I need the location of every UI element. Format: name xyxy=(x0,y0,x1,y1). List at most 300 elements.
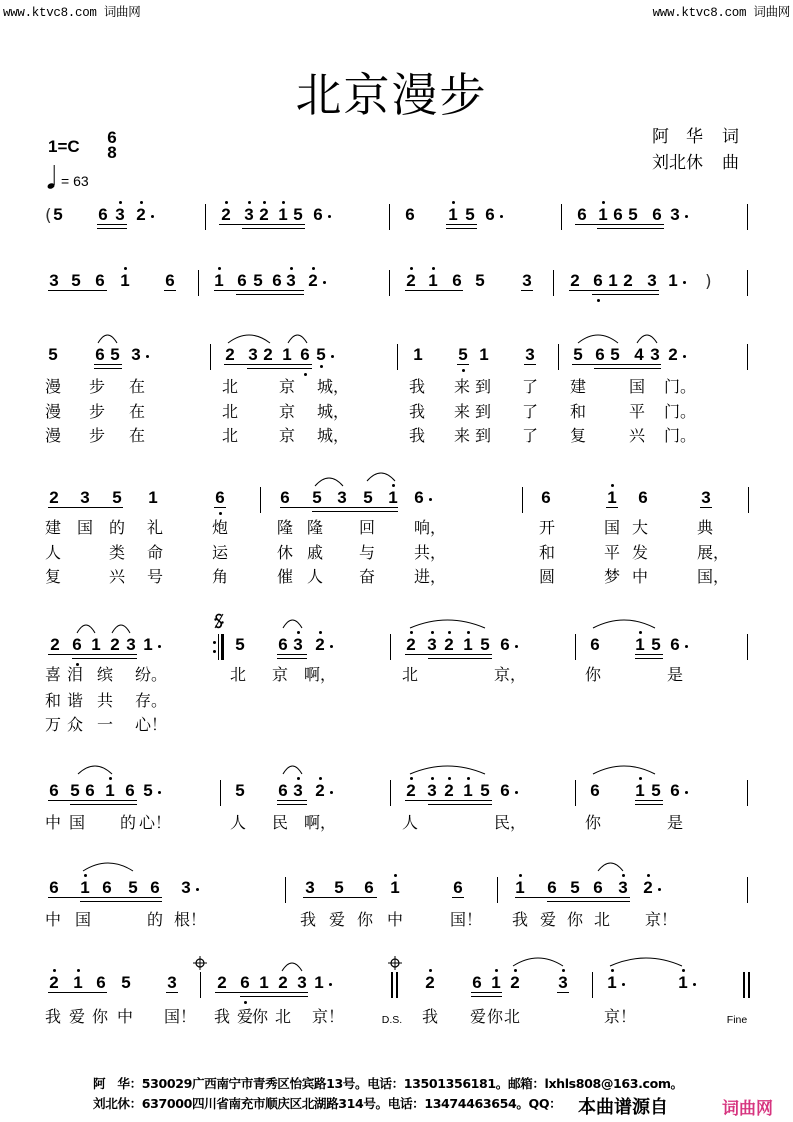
lyric-syllable: 隆 xyxy=(277,518,294,537)
note: 2 xyxy=(643,878,653,897)
beam-underline xyxy=(597,228,664,229)
note: 3 xyxy=(248,345,258,364)
bar-line xyxy=(522,487,523,513)
note: 6 xyxy=(500,781,510,800)
lyric-syllable: 炮 xyxy=(212,518,229,537)
lyricist-role: 词 xyxy=(722,127,739,147)
note: 3 xyxy=(647,271,657,290)
bar-line xyxy=(389,204,390,230)
note: 6 xyxy=(215,488,225,507)
lyric-syllable: 到 xyxy=(475,402,492,421)
note: 5 xyxy=(53,205,63,224)
bar-line xyxy=(743,972,745,998)
repeat-open-paren: ( xyxy=(45,206,52,226)
note: 1 xyxy=(148,488,158,507)
note: 5 xyxy=(480,781,490,800)
lyric-syllable: 平 xyxy=(629,402,646,421)
lyric-syllable: 人 xyxy=(45,543,62,562)
note: 2 xyxy=(444,781,454,800)
slur-arc xyxy=(410,766,485,774)
fine-label: Fine xyxy=(726,1014,748,1026)
lyric-syllable: 心！ xyxy=(139,813,172,832)
time-signature-denominator: 8 xyxy=(107,143,117,162)
lyric-syllable: 开 xyxy=(539,518,556,537)
note: 6 xyxy=(95,345,105,364)
slur-arc xyxy=(283,766,302,774)
lyric-syllable: 复 xyxy=(570,426,587,445)
lyric-syllable: 门。 xyxy=(664,402,697,421)
bar-line xyxy=(553,270,554,296)
bar-line xyxy=(391,972,393,998)
tempo-marking: = 63 xyxy=(61,173,89,189)
composer-contact: 刘北休：637000四川省南充市顺庆区北湖路314号。电话：13474463654。QQ： xyxy=(93,1096,562,1111)
octave-up-dot xyxy=(248,201,251,204)
lyric-syllable: 来 xyxy=(454,377,471,396)
lyric-syllable: 北 xyxy=(222,426,239,445)
note: 3 xyxy=(49,271,59,290)
note: 2 xyxy=(278,973,288,992)
note: 1 xyxy=(73,973,83,992)
note: 5 xyxy=(363,488,373,507)
note: 1 xyxy=(388,488,398,507)
lyric-syllable: 的 xyxy=(147,910,164,929)
octave-up-dot xyxy=(410,267,413,270)
note: 5 xyxy=(573,345,583,364)
bar-line xyxy=(218,634,219,660)
slur-layer xyxy=(0,753,793,793)
note: 5 xyxy=(628,205,638,224)
lyric-syllable: 啊， xyxy=(304,813,337,832)
augmentation-dot xyxy=(685,215,688,218)
beam-underline xyxy=(240,996,308,997)
note: 6 xyxy=(96,973,106,992)
lyric-syllable: 北 xyxy=(230,665,247,684)
lyric-syllable: 一 xyxy=(97,715,114,734)
note: 5 xyxy=(235,635,245,654)
lyric-syllable: 京！ xyxy=(645,910,678,929)
slur-arc xyxy=(315,478,343,486)
beam-underline xyxy=(635,658,663,659)
note: 5 xyxy=(334,878,344,897)
composer-name: 刘北休 xyxy=(652,153,703,173)
note: 3 xyxy=(670,205,680,224)
lyric-syllable: 国！ xyxy=(164,1007,197,1026)
octave-down-dot xyxy=(219,512,222,515)
lyric-syllable: 城， xyxy=(317,402,350,421)
lyric-syllable: 建 xyxy=(45,518,62,537)
lyric-syllable: 京 xyxy=(279,402,296,421)
bar-line xyxy=(390,634,391,660)
note: 3 xyxy=(427,635,437,654)
bar-line xyxy=(397,344,398,370)
note: 1 xyxy=(80,878,90,897)
lyric-syllable: 根！ xyxy=(174,910,207,929)
time-signature-numerator: 6 xyxy=(107,128,117,147)
note: 5 xyxy=(610,345,620,364)
lyric-syllable: 和 xyxy=(570,402,587,421)
lyric-syllable: 梦 xyxy=(604,567,621,586)
note: 1 xyxy=(635,635,645,654)
lyric-syllable: 运 xyxy=(212,543,229,562)
lyric-syllable: 京！ xyxy=(604,1007,637,1026)
note: 1 xyxy=(214,271,224,290)
lyric-syllable: 和 xyxy=(45,691,62,710)
lyric-syllable: 纷。 xyxy=(135,665,168,684)
lyric-syllable: 了 xyxy=(522,377,539,396)
augmentation-dot xyxy=(500,215,503,218)
beam-underline xyxy=(312,511,398,512)
lyric-syllable: 你 xyxy=(487,1007,504,1026)
slur-arc xyxy=(593,766,655,774)
lyric-syllable: 北 xyxy=(222,377,239,396)
octave-up-dot xyxy=(432,267,435,270)
bar-line xyxy=(389,270,390,296)
note: 5 xyxy=(480,635,490,654)
note: 2 xyxy=(308,271,318,290)
lyric-syllable: 国 xyxy=(629,377,646,396)
note: 5 xyxy=(570,878,580,897)
lyric-syllable: 与 xyxy=(359,543,376,562)
octave-up-dot xyxy=(452,201,455,204)
note: 2 xyxy=(49,973,59,992)
note: 3 xyxy=(297,973,307,992)
note: 6 xyxy=(85,781,95,800)
note: 2 xyxy=(623,271,633,290)
bar-line xyxy=(497,877,498,903)
note: 1 xyxy=(668,271,678,290)
note: 4 xyxy=(634,345,644,364)
lyric-syllable: 我 xyxy=(409,426,426,445)
lyric-syllable: 隆 xyxy=(307,518,324,537)
repeat-close-paren: ) xyxy=(705,272,712,292)
lyric-syllable: 号 xyxy=(147,567,164,586)
augmentation-dot xyxy=(328,215,331,218)
lyric-syllable: 响， xyxy=(414,518,447,537)
lyric-syllable: 共， xyxy=(414,543,447,562)
note: 6 xyxy=(278,635,288,654)
slur-arc xyxy=(410,620,485,628)
beam-underline xyxy=(547,901,630,902)
lyric-syllable: 中 xyxy=(632,567,649,586)
note: 1 xyxy=(598,205,608,224)
lyric-syllable: 步 xyxy=(89,377,106,396)
note: 1 xyxy=(282,345,292,364)
note: 6 xyxy=(670,635,680,654)
slur-layer xyxy=(0,607,793,647)
lyric-syllable: 戚 xyxy=(307,543,324,562)
lyric-syllable: 民 xyxy=(272,813,289,832)
note: 6 xyxy=(240,973,250,992)
slur-arc xyxy=(83,863,133,871)
lyric-syllable: 人 xyxy=(230,813,247,832)
octave-up-dot xyxy=(124,267,127,270)
beam-underline xyxy=(592,294,659,295)
lyric-syllable: 命 xyxy=(147,543,164,562)
note: 3 xyxy=(427,781,437,800)
note: 6 xyxy=(590,781,600,800)
note: 6 xyxy=(452,271,462,290)
lyric-syllable: 到 xyxy=(475,377,492,396)
lyric-syllable: 步 xyxy=(89,426,106,445)
lyric-syllable: 中 xyxy=(387,910,404,929)
note: 1 xyxy=(413,345,423,364)
note: 3 xyxy=(286,271,296,290)
octave-up-dot xyxy=(225,201,228,204)
beam-underline xyxy=(428,658,492,659)
lyric-syllable: 共 xyxy=(97,691,114,710)
lyric-syllable: 万 xyxy=(45,715,62,734)
note: 3 xyxy=(131,345,141,364)
note: 1 xyxy=(105,781,115,800)
lyric-syllable: 我 xyxy=(45,1007,62,1026)
note: 6 xyxy=(590,635,600,654)
note: 3 xyxy=(80,488,90,507)
lyric-syllable: 爱 xyxy=(470,1007,487,1026)
lyric-syllable: 啊， xyxy=(304,665,337,684)
lyric-syllable: 兴 xyxy=(629,426,646,445)
bar-line xyxy=(558,344,559,370)
note: 2 xyxy=(668,345,678,364)
note: 5 xyxy=(143,781,153,800)
octave-up-dot xyxy=(602,201,605,204)
octave-down-dot xyxy=(462,369,465,372)
note: 1 xyxy=(607,488,617,507)
note: 3 xyxy=(618,878,628,897)
bar-line xyxy=(198,270,199,296)
note: 6 xyxy=(49,781,59,800)
lyric-syllable: 类 xyxy=(109,543,126,562)
slur-arc xyxy=(578,335,618,343)
lyric-syllable: 门。 xyxy=(664,377,697,396)
note: 6 xyxy=(165,271,175,290)
note: 6 xyxy=(547,878,557,897)
bar-line xyxy=(747,634,748,660)
lyric-syllable: 我 xyxy=(422,1007,439,1026)
bar-line xyxy=(220,780,221,806)
note: 1 xyxy=(608,271,618,290)
lyric-syllable: 我 xyxy=(214,1007,231,1026)
bar-line xyxy=(592,972,593,998)
note: 5 xyxy=(71,271,81,290)
note: 2 xyxy=(315,635,325,654)
beam-underline xyxy=(446,228,477,229)
lyric-syllable: 爱 xyxy=(69,1007,86,1026)
lyric-syllable: 漫 xyxy=(45,377,62,396)
note: 6 xyxy=(313,205,323,224)
note: 2 xyxy=(406,635,416,654)
lyric-syllable: 的 xyxy=(120,813,137,832)
lyric-syllable: 建 xyxy=(570,377,587,396)
note: 2 xyxy=(444,635,454,654)
beam-underline xyxy=(80,901,162,902)
note: 2 xyxy=(570,271,580,290)
beam-underline xyxy=(277,804,307,805)
octave-up-dot xyxy=(282,201,285,204)
lyric-syllable: 回 xyxy=(359,518,376,537)
lyric-syllable: 北 xyxy=(594,910,611,929)
lyric-syllable: 众 xyxy=(67,715,84,734)
note: 3 xyxy=(181,878,191,897)
lyric-syllable: 人 xyxy=(307,567,324,586)
note: 1 xyxy=(463,781,473,800)
lyric-syllable: 到 xyxy=(475,426,492,445)
watermark-left: www.ktvc8.com 词曲网 xyxy=(3,6,141,20)
lyric-syllable: 圆 xyxy=(539,567,556,586)
bar-line xyxy=(260,487,261,513)
bar-line xyxy=(200,972,201,998)
beam-underline xyxy=(594,368,661,369)
beam-underline xyxy=(70,804,137,805)
note: 5 xyxy=(312,488,322,507)
note: 6 xyxy=(364,878,374,897)
lyric-syllable: 奋 xyxy=(359,567,376,586)
beam-underline xyxy=(236,294,304,295)
lyric-syllable: 你 xyxy=(585,665,602,684)
lyric-syllable: 我 xyxy=(300,910,317,929)
lyric-syllable: 在 xyxy=(129,402,146,421)
note: 5 xyxy=(121,973,131,992)
note: 5 xyxy=(475,271,485,290)
note: 5 xyxy=(128,878,138,897)
slur-arc xyxy=(112,625,130,633)
note: 3 xyxy=(244,205,254,224)
segno-icon xyxy=(213,612,225,630)
lyric-syllable: 人 xyxy=(402,813,419,832)
lyric-syllable: 中 xyxy=(117,1007,134,1026)
note: 5 xyxy=(112,488,122,507)
octave-up-dot xyxy=(312,267,315,270)
note: 1 xyxy=(491,973,501,992)
note: 1 xyxy=(314,973,324,992)
bar-line xyxy=(285,877,286,903)
lyric-syllable: 复 xyxy=(45,567,62,586)
slur-arc xyxy=(78,766,112,774)
lyric-syllable: 国 xyxy=(69,813,86,832)
note: 5 xyxy=(651,635,661,654)
note: 6 xyxy=(670,781,680,800)
lyric-syllable: 京 xyxy=(279,426,296,445)
beam-underline xyxy=(97,228,127,229)
note: 6 xyxy=(49,878,59,897)
note: 6 xyxy=(593,271,603,290)
lyric-syllable: 漫 xyxy=(45,426,62,445)
note: 2 xyxy=(217,973,227,992)
repeat-dot xyxy=(213,641,216,644)
bar-line xyxy=(221,634,224,660)
repeat-dot xyxy=(213,650,216,653)
note: 1 xyxy=(428,271,438,290)
note: 5 xyxy=(235,781,245,800)
lyric-syllable: 催 xyxy=(277,567,294,586)
note: 3 xyxy=(126,635,136,654)
slur-layer xyxy=(0,850,793,890)
note: 1 xyxy=(120,271,130,290)
note: 1 xyxy=(463,635,473,654)
lyric-syllable: 我 xyxy=(409,377,426,396)
note: 5 xyxy=(458,345,468,364)
lyric-syllable: 礼 xyxy=(147,518,164,537)
note: 1 xyxy=(390,878,400,897)
beam-underline xyxy=(471,996,502,997)
lyric-syllable: 爱 xyxy=(540,910,557,929)
note: 2 xyxy=(49,488,59,507)
lyric-syllable: 国 xyxy=(77,518,94,537)
lyric-syllable: 你 xyxy=(567,910,584,929)
note: 1 xyxy=(448,205,458,224)
coda-icon xyxy=(388,956,402,970)
note: 2 xyxy=(110,635,120,654)
bar-line xyxy=(210,344,211,370)
lyric-syllable: 进， xyxy=(414,567,447,586)
beam-underline xyxy=(277,658,307,659)
note: 6 xyxy=(237,271,247,290)
lyricist-name: 阿 华 xyxy=(652,127,703,147)
bar-line xyxy=(747,270,748,296)
lyric-syllable: 城， xyxy=(317,377,350,396)
lyric-syllable: 京！ xyxy=(312,1007,345,1026)
slur-layer xyxy=(0,460,793,500)
lyric-syllable: 你 xyxy=(252,1007,269,1026)
note: 1 xyxy=(607,973,617,992)
slur-arc xyxy=(593,620,655,628)
lyric-syllable: 我 xyxy=(512,910,529,929)
bar-line xyxy=(205,204,206,230)
augmentation-dot xyxy=(683,281,686,284)
slur-arc xyxy=(513,958,563,966)
note: 1 xyxy=(479,345,489,364)
note: 2 xyxy=(221,205,231,224)
note: 6 xyxy=(613,205,623,224)
lyric-syllable: 典 xyxy=(697,518,714,537)
note: 2 xyxy=(406,271,416,290)
note: 1 xyxy=(278,205,288,224)
note: 1 xyxy=(91,635,101,654)
lyric-syllable: 北 xyxy=(275,1007,292,1026)
octave-down-dot xyxy=(320,365,323,368)
bar-line xyxy=(747,780,748,806)
song-title: 北京漫步 xyxy=(295,68,488,122)
bar-line xyxy=(748,487,749,513)
coda-icon xyxy=(193,956,207,970)
bar-line xyxy=(575,634,576,660)
composer-role: 曲 xyxy=(722,153,739,173)
note: 6 xyxy=(280,488,290,507)
note: 3 xyxy=(650,345,660,364)
note: 3 xyxy=(115,205,125,224)
note: 3 xyxy=(337,488,347,507)
lyric-syllable: 来 xyxy=(454,426,471,445)
note: 3 xyxy=(305,878,315,897)
note: 3 xyxy=(558,973,568,992)
lyric-syllable: 是 xyxy=(667,665,684,684)
note: 6 xyxy=(541,488,551,507)
beam-underline xyxy=(428,804,492,805)
note: 5 xyxy=(110,345,120,364)
note: 6 xyxy=(485,205,495,224)
note: 3 xyxy=(167,973,177,992)
lyric-syllable: 漫 xyxy=(45,402,62,421)
bar-line xyxy=(396,972,398,998)
bar-line xyxy=(747,877,748,903)
note: 2 xyxy=(225,345,235,364)
lyric-syllable: 中 xyxy=(45,813,62,832)
note: 6 xyxy=(125,781,135,800)
lyric-syllable: 泪 xyxy=(67,665,84,684)
slur-arc xyxy=(637,335,657,343)
slur-arc xyxy=(282,963,302,971)
bar-line xyxy=(747,204,748,230)
octave-up-dot xyxy=(290,267,293,270)
